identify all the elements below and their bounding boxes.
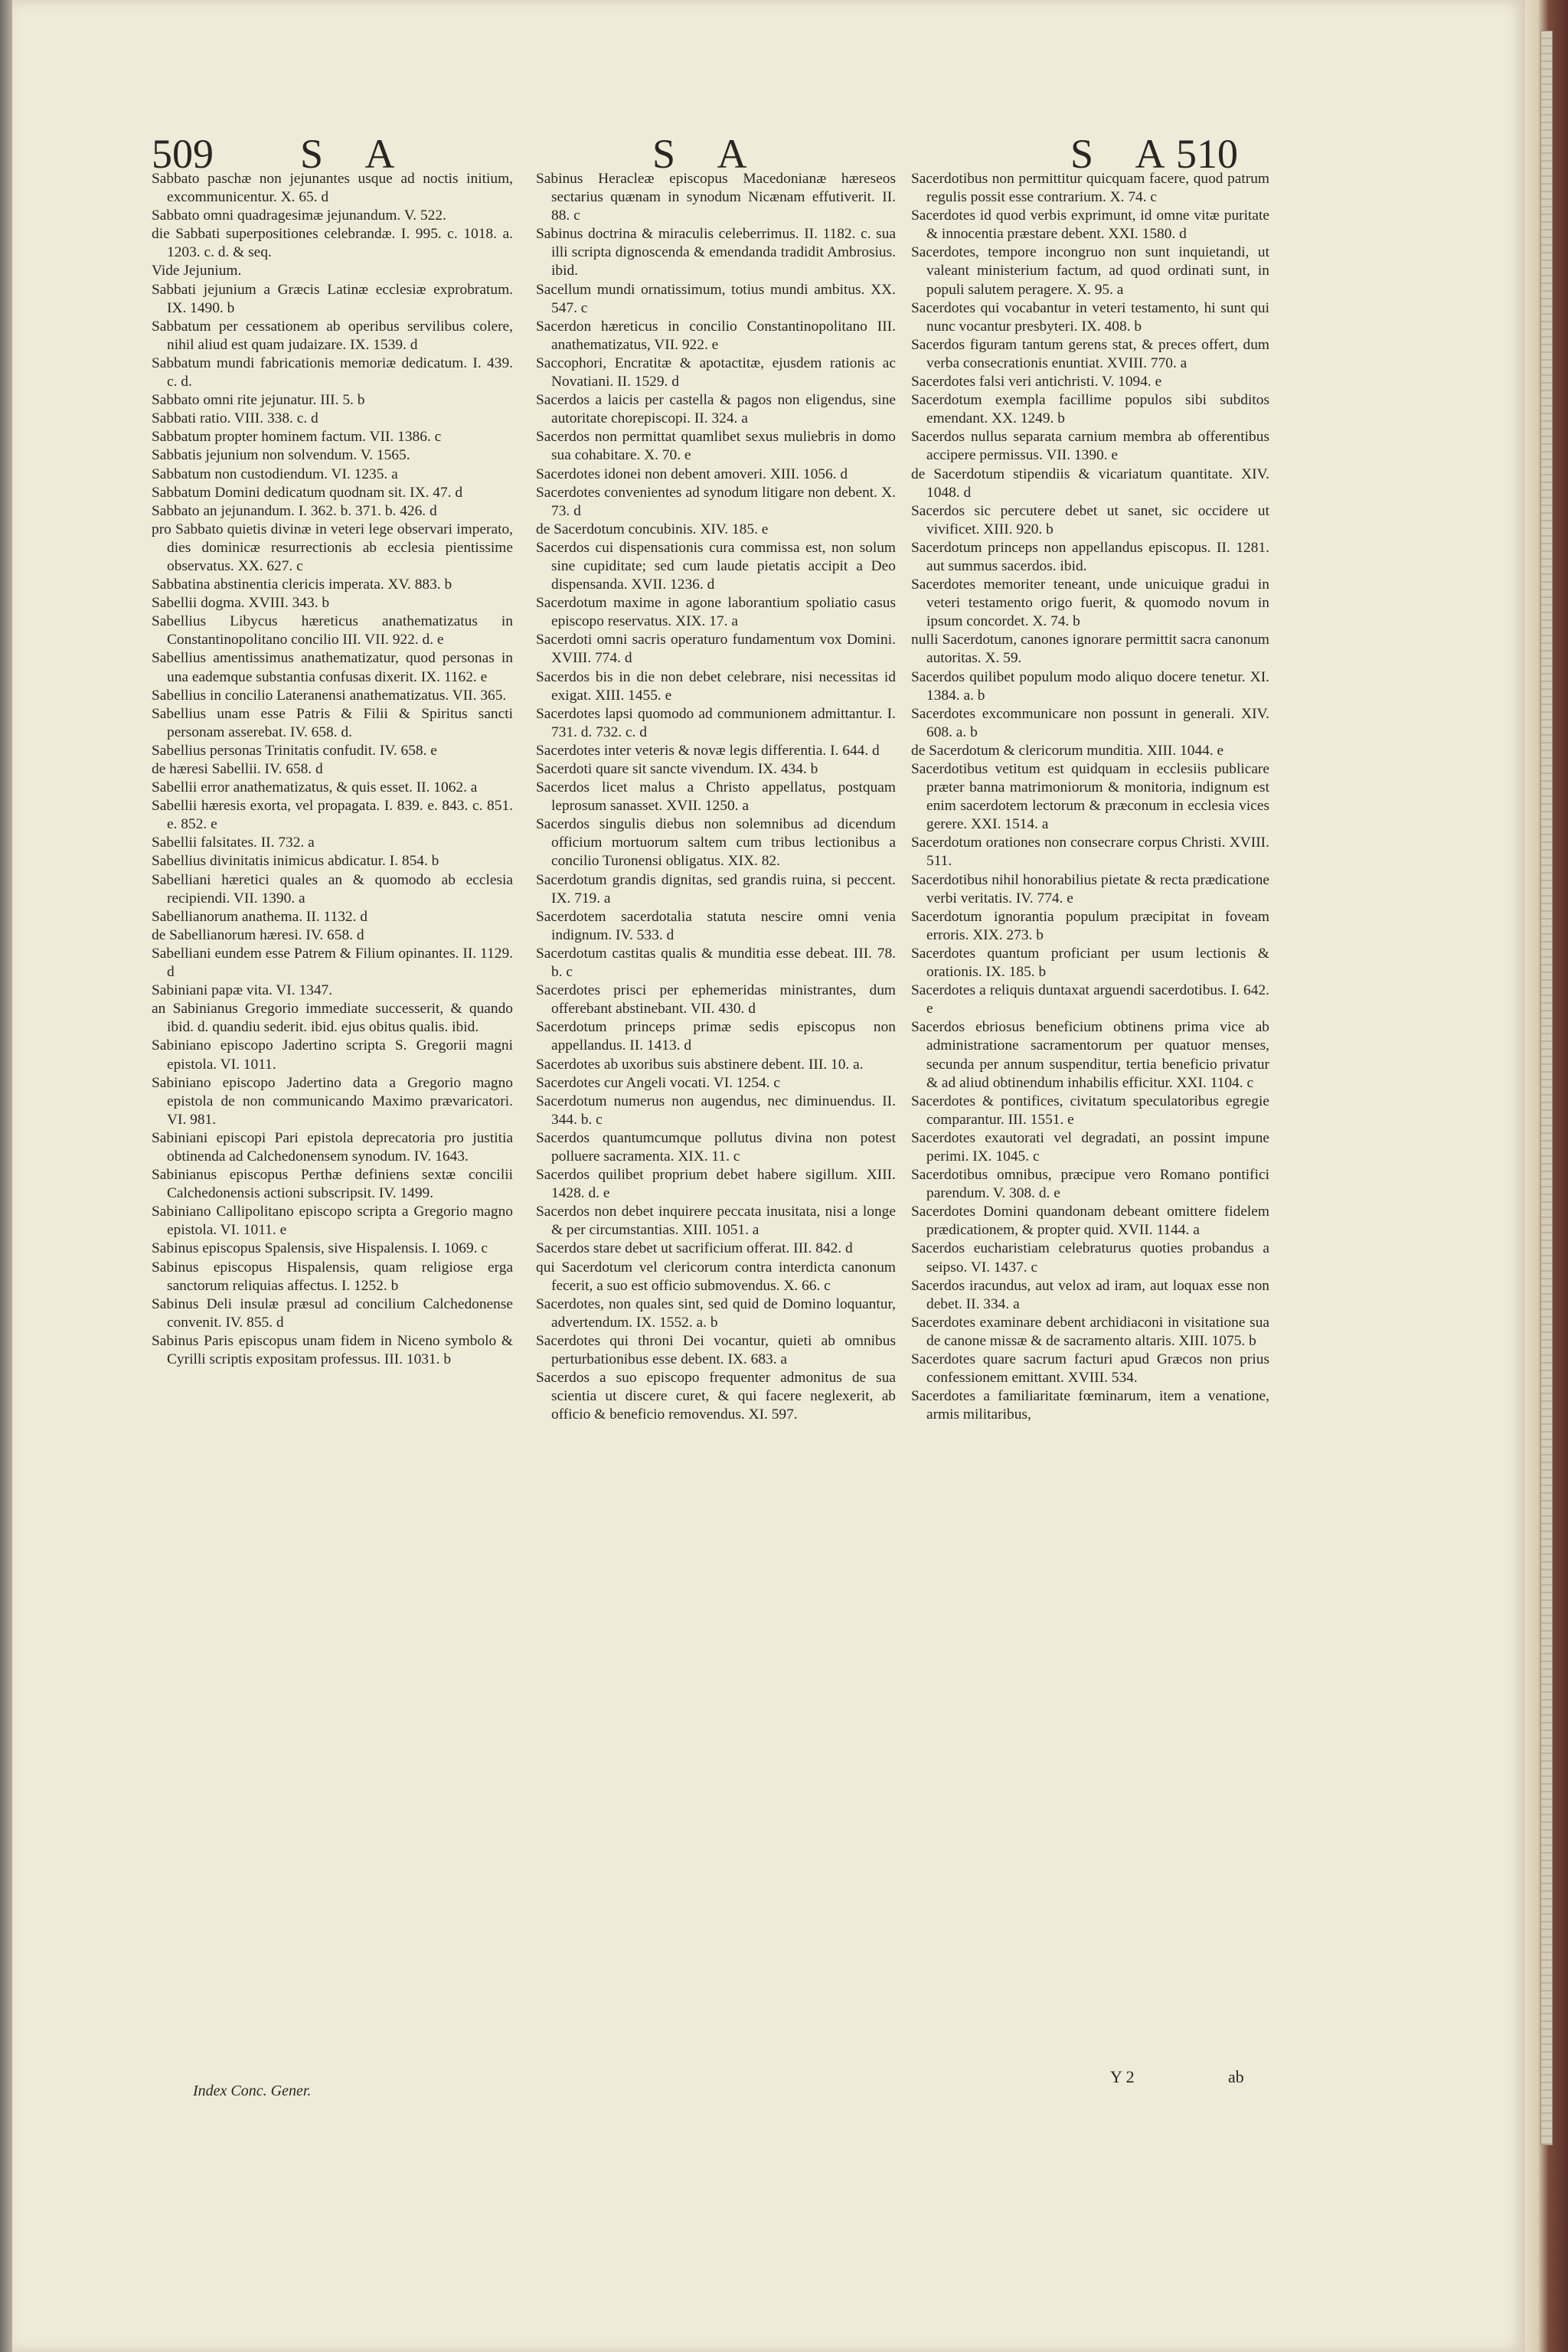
index-entry: Sabellii error anathematizatus, & quis esset. II. 1062. a [152,779,478,796]
page-number-left: 509 [152,131,214,177]
index-entry: Sabbato paschæ non jejunantes usque ad noctis initium, excommunicentur. X. 65. d [152,171,513,206]
index-entry: Sabiniani episcopi Pari epistola deprecatoria pro justitia obtinenda ad Calchedonensem synodum. IV. 1643. [152,1129,513,1165]
index-entry: Vide Jejunium. [152,263,242,279]
index-entry: Sacerdos stare debet ut sacrificium offerat. III. 842. d [536,1240,853,1257]
index-entry: Sabbatum Domini dedicatum quodnam sit. IX. 47. d [152,484,463,501]
index-entry: Sacerdotes convenientes ad synodum litigare non debent. X. 73. d [536,484,896,519]
index-entry: Sabinianus episcopus Perthæ definiens sextæ concilii Calchedonensis actioni subscripsit. IV. 1499. [152,1167,513,1202]
index-entry: Sacerdotes exautorati vel degradati, an possint impune perimi. IX. 1045. c [911,1129,1269,1165]
index-column-1 [152,170,513,1369]
index-entry: de Sacerdotum & clericorum munditia. XIII. 1044. e [911,742,1224,759]
signature-mark: Y 2 [1110,2067,1135,2086]
index-entry: Sabinus Deli insulæ præsul ad concilium Calchedonense convenit. IV. 855. d [152,1295,513,1331]
index-entry: Sacerdoti omni sacris operaturo fundamentum vox Domini. XVIII. 774. d [536,632,896,667]
index-entry: Sabiniani papæ vita. VI. 1347. [152,982,333,999]
index-entry: Sabellius unam esse Patris & Filii & Spiritus sancti personam asserebat. IV. 658. d. [152,705,513,740]
index-entry: Sacerdos bis in die non debet celebrare, nisi necessitas id exigat. XIII. 1455. e [536,668,896,704]
index-entry: Sacerdotes memoriter teneant, unde unicuique gradui in veteri testamento origo fuerit, & quomodo novum in ipsum concordet. X. 74. b [911,577,1269,630]
index-entry: Sacerdotes idonei non debent amoveri. XIII. 1056. d [536,466,848,482]
index-entry: Saccophori, Encratitæ & apotactitæ, ejusdem rationis ac Novatiani. II. 1529. d [536,354,896,390]
index-entry: Sabbatum per cessationem ab operibus servilibus colere, nihil aliud est quam judaizare. IX. 1539. d [152,318,513,353]
index-entry: Sacerdotum maxime in agone laborantium spoliatio casus episcopo reservatus. XIX. 17. a [536,595,896,630]
index-entry: Sabbato an jejunandum. I. 362. b. 371. b. 426. d [152,502,437,519]
index-entry: Sabellii dogma. XVIII. 343. b [152,595,330,612]
index-entry: Sacerdos quantumcumque pollutus divina non potest polluere sacramenta. XIX. 11. c [536,1129,896,1165]
index-entry: Sabellius in concilio Lateranensi anathematizatus. VII. 365. [152,687,507,704]
index-entry: de Sacerdotum stipendiis & vicariatum quantitate. XIV. 1048. d [911,466,1269,501]
index-entry: Sabinus episcopus Spalensis, sive Hispalensis. I. 1069. c [152,1240,488,1257]
index-entry: pro Sabbato quietis divinæ in veteri lege observari imperato, dies dominicæ resurrectionis ab ecclesia pientissime observatus. XX. 627. c [152,521,513,574]
index-entry: Sabellii falsitates. II. 732. a [152,835,315,851]
index-entry: Sabbatum non custodiendum. VI. 1235. a [152,466,398,482]
index-entry: Sacerdotibus vetitum est quidquam in ecclesiis publicare præter banna matrimoniorum & monitoria, indignum est enim sacerdotem lectorum & præconum in ecclesia vices gerere. XXI. 1514. a [911,761,1269,833]
index-entry: Sabellius Libycus hæreticus anathematizatus in Constantinopolitano concilio III. VII. 922. d. e [152,613,513,648]
index-entry: Sacerdotes id quod verbis exprimunt, id omne vitæ puritate & innocentia præstare debent. XXI. 1580. d [911,207,1269,243]
index-entry: qui Sacerdotum vel clericorum contra interdicta canonum fecerit, a suo est officio submovendus. X. 66. c [536,1259,896,1294]
index-entry: Sabellianorum anathema. II. 1132. d [152,908,368,925]
index-entry: Sabbatis jejunium non solvendum. V. 1565. [152,447,410,464]
index-entry: Sacerdotes prisci per ephemeridas ministrantes, dum offerebant abstinebant. VII. 430. d [536,982,896,1018]
index-entry: Sacerdos singulis diebus non solemnibus ad dicendum officium mortuorum saltem cum tribus lectionibus a concilio Turonensi obligatus. XIX. 82. [536,816,896,870]
index-entry: die Sabbati superpositiones celebrandæ. I. 995. c. 1018. a. 1203. c. d. & seq. [152,226,513,261]
running-head-right: S A [1070,131,1182,177]
index-entry: Sacerdotes quare sacrum facturi apud Græcos non prius confessionem emittant. XVIII. 534. [911,1351,1269,1387]
index-entry: Sacerdotibus nihil honorabilius pietate & recta prædicatione verbi veritatis. IV. 774. e [911,871,1269,906]
index-entry: Sacerdos sic percutere debet ut sanet, sic occidere ut vivificet. XIII. 920. b [911,502,1269,537]
index-column-2 [536,170,896,1424]
index-entry: Sacerdotes examinare debent archidiaconi in visitatione sua de canone missæ & de sacramento altaris. XIII. 1075. b [911,1314,1269,1349]
index-entry: Sabbati ratio. VIII. 338. c. d [152,410,318,427]
index-entry: Sabiniano Callipolitano episcopo scripta a Gregorio magno epistola. VI. 1011. e [152,1204,513,1239]
index-entry: Sacerdotes ab uxoribus suis abstinere debent. III. 10. a. [536,1056,864,1073]
index-entry: Sacerdos ebriosus beneficium obtinens prima vice ab administratione sacramentorum per quatuor menses, secunda per annum suspenditur, tertia beneficio privatur & ad aliud obtinendum inhabilis efficitur. XXI. 1104. c [911,1019,1269,1091]
index-entry: Sacerdotes, tempore incongruo non sunt inquietandi, ut valeant ministerium factum, ad quod ordinati sunt, in populi salutem peragere. X. 95. a [911,244,1269,298]
index-entry: Sabbato omni rite jejunatur. III. 5. b [152,392,365,409]
index-entry: Sacerdos non permittat quamlibet sexus muliebris in domo sua cohabitare. X. 70. e [536,429,896,464]
index-entry: Sacerdos licet malus a Christo appellatus, postquam leprosum sanasset. XVII. 1250. a [536,779,896,815]
catchword-left: Index Conc. Gener. [193,2082,312,2099]
index-entry: Sabiniano episcopo Jadertino scripta S. Gregorii magni epistola. VI. 1011. [152,1037,513,1073]
index-entry: Sabelliani eundem esse Patrem & Filium opinantes. II. 1129. d [152,945,513,981]
index-entry: de Sabellianorum hæresi. IV. 658. d [152,926,364,943]
index-entry: Sacerdotes Domini quandonam debeant omittere fidelem prædicationem, & propter quid. XVII. 1144. a [911,1204,1269,1239]
index-entry: Sabellii hæresis exorta, vel propagata. I. 839. e. 843. c. 851. e. 852. e [152,798,513,833]
index-entry: Sacerdotum exempla facillime populos sibi subditos emendant. XX. 1249. b [911,392,1269,427]
index-entry: Sacerdotes, non quales sint, sed quid de Domino loquantur, advertendum. IX. 1552. a. b [536,1295,896,1331]
index-entry: Sacerdos a suo episcopo frequenter admonitus de sua scientia ut discere curet, & qui facere neglexerit, ab officio & beneficio removendus. XI. 597. [536,1370,896,1423]
index-entry: Sacerdoti quare sit sancte vivendum. IX. 434. b [536,761,818,777]
page-ruler [1540,31,1553,2145]
index-entry: Sacerdotes excommunicare non possunt in generali. XIV. 608. a. b [911,705,1269,740]
catchword-right: ab [1228,2067,1244,2086]
index-entry: Sabinus Heracleæ episcopus Macedonianæ hæreseos sectarius quænam in synodum Nicænam effutiverit. II. 88. c [536,171,896,224]
index-entry: de Sacerdotum concubinis. XIV. 185. e [536,521,769,537]
index-entry: Sacerdotes falsi veri antichristi. V. 1094. e [911,374,1162,390]
index-entry: Sacerdotum orationes non consecrare corpus Christi. XVIII. 511. [911,835,1269,870]
index-entry: Sacerdotibus omnibus, præcipue vero Romano pontifici parendum. V. 308. d. e [911,1167,1269,1202]
index-column-3 [911,170,1269,1424]
index-entry: Sacellum mundi ornatissimum, totius mundi ambitus. XX. 547. c [536,281,896,316]
index-entry: Sabinus episcopus Hispalensis, quam religiose erga sanctorum reliquias affectus. I. 1252. b [152,1259,513,1294]
running-head-left: S A [300,131,412,177]
page-number-right: 510 [1176,131,1238,177]
index-entry: Sacerdotes & pontifices, civitatum speculatoribus egregie comparantur. III. 1551. e [911,1093,1269,1128]
index-entry: Sacerdos eucharistiam celebraturus quoties probandus a seipso. VI. 1437. c [911,1240,1269,1276]
index-entry: Sacerdotes a familiaritate fœminarum, item a venatione, armis militaribus, [911,1388,1269,1423]
index-entry: Sabiniano episcopo Jadertino data a Gregorio magno epistola de non communicando Maximo prævaricatori. VI. 981. [152,1074,513,1128]
index-entry: Sacerdotum princeps primæ sedis episcopus non appellandus. II. 1413. d [536,1019,896,1054]
index-entry: Sabinus Paris episcopus unam fidem in Niceno symbolo & Cyrilli scriptis expositam professus. III. 1031. b [152,1332,513,1367]
index-entry: Sacerdotum ignorantia populum præcipitat in foveam erroris. XIX. 273. b [911,908,1269,943]
index-entry: Sacerdotes qui throni Dei vocantur, quieti ab omnibus perturbationibus esse debent. IX. 683. a [536,1332,896,1367]
index-entry: Sabbatum propter hominem factum. VII. 1386. c [152,429,442,446]
index-entry: an Sabinianus Gregorio immediate successerit, & quando ibid. d. quandiu sederit. ibid. ejus obitus qualis. ibid. [152,1001,513,1036]
index-entry: Sacerdotes a reliquis duntaxat arguendi sacerdotibus. I. 642. e [911,982,1269,1018]
index-entry: Sabbatina abstinentia clericis imperata. XV. 883. b [152,577,452,593]
index-entry: Sacerdotibus non permittitur quicquam facere, quod patrum regulis possit esse contrarium. X. 74. c [911,171,1269,206]
index-entry: Sabinus doctrina & miraculis celeberrimus. II. 1182. c. sua illi scripta dignoscenda & emendanda tradidit Ambrosius. ibid. [536,226,896,279]
index-entry: Sacerdotes quantum proficiant per usum lectionis & orationis. IX. 185. b [911,945,1269,981]
index-entry: de hæresi Sabellii. IV. 658. d [152,761,323,777]
index-entry: Sacerdotes inter veteris & novæ legis differentia. I. 644. d [536,742,880,759]
index-entry: Sacerdos quilibet populum modo aliquo docere tenetur. XI. 1384. a. b [911,668,1269,704]
index-entry: Sacerdos quilibet proprium debet habere sigillum. XIII. 1428. d. e [536,1167,896,1202]
index-entry: Sacerdotes cur Angeli vocati. VI. 1254. c [536,1074,780,1091]
index-entry: Sacerdos non debet inquirere peccata inusitata, nisi a longe & per circumstantias. XIII. 1051. a [536,1204,896,1239]
index-entry: Sacerdotum grandis dignitas, sed grandis ruina, si peccent. IX. 719. a [536,871,896,906]
index-entry: Sacerdos figuram tantum gerens stat, & preces offert, dum verba consecrationis enuntiat. XVIII. 770. a [911,336,1269,371]
index-entry: Sacerdotum princeps non appellandus episcopus. II. 1281. aut summus sacerdos. ibid. [911,539,1269,574]
index-entry: Sacerdon hæreticus in concilio Constantinopolitano III. anathematizatus, VII. 922. e [536,318,896,353]
index-entry: Sacerdos nullus separata carnium membra ab offerentibus accipere permissus. VII. 1390. e [911,429,1269,464]
index-entry: Sacerdotum numerus non augendus, nec diminuendus. II. 344. b. c [536,1093,896,1128]
index-entry: Sabellius divinitatis inimicus abdicatur. I. 854. b [152,853,439,870]
index-entry: Sabbato omni quadragesimæ jejunandum. V. 522. [152,207,446,224]
index-entry: Sacerdotes qui vocabantur in veteri testamento, hi sunt qui nunc vocantur presbyteri. IX. 408. b [911,299,1269,335]
index-entry: Sabelliani hæretici quales an & quomodo ab ecclesia recipiendi. VII. 1390. a [152,871,513,906]
index-entry: Sacerdotem sacerdotalia statuta nescire omni venia indignum. IV. 533. d [536,908,896,943]
index-entry: Sacerdos iracundus, aut velox ad iram, aut loquax esse non debet. II. 334. a [911,1277,1269,1312]
running-head-center: S A [652,131,764,177]
index-entry: Sacerdotum castitas qualis & munditia esse debeat. III. 78. b. c [536,945,896,981]
index-entry: Sacerdos a laicis per castella & pagos non eligendus, sine autoritate chorepiscopi. II. 324. a [536,392,896,427]
index-entry: nulli Sacerdotum, canones ignorare permittit sacra canonum autoritas. X. 59. [911,632,1269,667]
index-entry: Sabellius amentissimus anathematizatur, quod personas in una eademque substantia confusas dixerit. IX. 1162. e [152,650,513,685]
binding-edge [0,0,12,2352]
index-entry: Sabbatum mundi fabricationis memoriæ dedicatum. I. 439. c. d. [152,354,513,390]
index-entry: Sacerdotes lapsi quomodo ad communionem admittantur. I. 731. d. 732. c. d [536,705,896,740]
index-entry: Sacerdos cui dispensationis cura commissa est, non solum sine cupiditate; sed cum laude pietatis accipit a Deo dispensanda. XVII. 1236. d [536,539,896,593]
index-entry: Sabbati jejunium a Græcis Latinæ ecclesiæ exprobratum. IX. 1490. b [152,281,513,316]
index-entry: Sabellius personas Trinitatis confudit. IV. 658. e [152,742,437,759]
